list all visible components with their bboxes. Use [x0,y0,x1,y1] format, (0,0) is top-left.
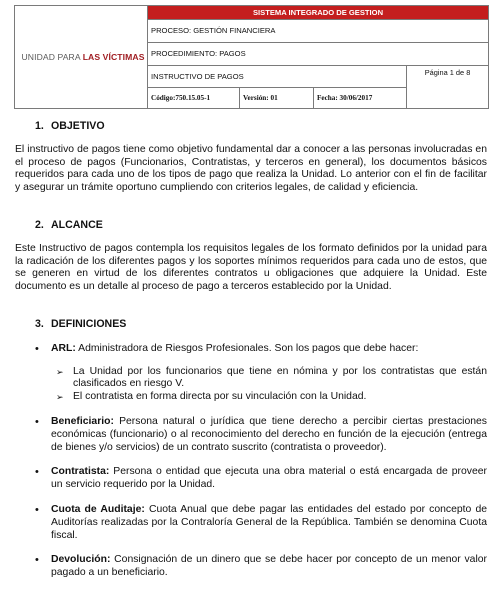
definition-cuota-auditaje: • Cuota de Auditaje: Cuota Anual que debe pagar las entidades del estado por concepto de Auditorías realizadas por la Contraloría General de la República. También se denomina Cuota fiscal. [15,504,487,542]
unidad-victimas-logo [18,6,144,108]
alcance-paragraph: Este Instructivo de pagos contempla los requisitos legales de los formato definidos por la unidad para la radicación de los diferentes pagos y los soportes mínimos requeridos para cada uno de estos, que se generen en virtud de los diferentes contratos u obligaciones que adquiere la Unidad. Este documento es un detalle al proceso de pago a terceros establecido por la Unidad. [15,242,487,293]
document-body [15,115,487,580]
section-heading-objetivo: 1. OBJETIVO [35,120,105,132]
version-field: Versión: 01 [240,88,314,109]
logo-text: UNIDAD PARA LAS VÍCTIMAS [21,52,145,62]
arl-sublist [15,366,487,404]
instructive-field: INSTRUCTIVO DE PAGOS [148,65,407,88]
date-field: Fecha: 30/06/2017 [314,88,407,109]
procedure-field: PROCEDIMIENTO: PAGOS [148,42,489,65]
definitions-list-continued [15,416,487,580]
arl-subitem: ➢ El contratista en forma directa por su vinculación con la Unidad. [53,391,487,404]
code-field: Código:750.15.05-1 [148,88,240,109]
definition-contratista: • Contratista: Persona o entidad que ejecuta una obra material o está encargada de proveer un servicio requerido por la Unidad. [15,466,487,492]
system-title: SISTEMA INTEGRADO DE GESTION [148,6,489,20]
section-heading-alcance: 2. ALCANCE [35,218,103,231]
arl-subitem: ➢ La Unidad por los funcionarios que tiene en nómina y por los contratistas que están clasificados en riesgo V. [53,366,487,392]
objetivo-paragraph: El instructivo de pagos tiene como objetivo fundamental dar a conocer a las personas involucradas en el proceso de pagos (Funcionarios, Contratistas, y terceros en general), los documentos básicos requeridos para cada uno de los tipos de pago que realiza la Unidad. Lo anterior con el fin de facilitar y asegurar un trámite oportuno cumpliendo con criterios legales, de calidad y eficiencia. [15,143,487,194]
process-field: PROCESO: GESTIÓN FINANCIERA [148,20,489,43]
page-number: Página 1 de 8 [407,65,489,108]
section-heading-definiciones: 3. DEFINICIONES [35,317,127,330]
definition-beneficiario: • Beneficiario: Persona natural o jurídica que tiene derecho a percibir ciertas prestaciones económicas (funcionario) o al reconocimiento del derecho en función de la ejecución (entrega de bienes y/o servicios) de un contrato suscrito (contratista o proveedor). [15,416,487,454]
definition-arl: • ARL: Administradora de Riesgos Profesionales. Son los pagos que debe hacer: [15,343,487,356]
definitions-list [15,343,487,356]
logo-cell [15,6,148,109]
document-header [14,5,488,109]
definition-devolucion: • Devolución: Consignación de un dinero que se debe hacer por concepto de un menor valor pagado a un beneficiario. [15,554,487,580]
